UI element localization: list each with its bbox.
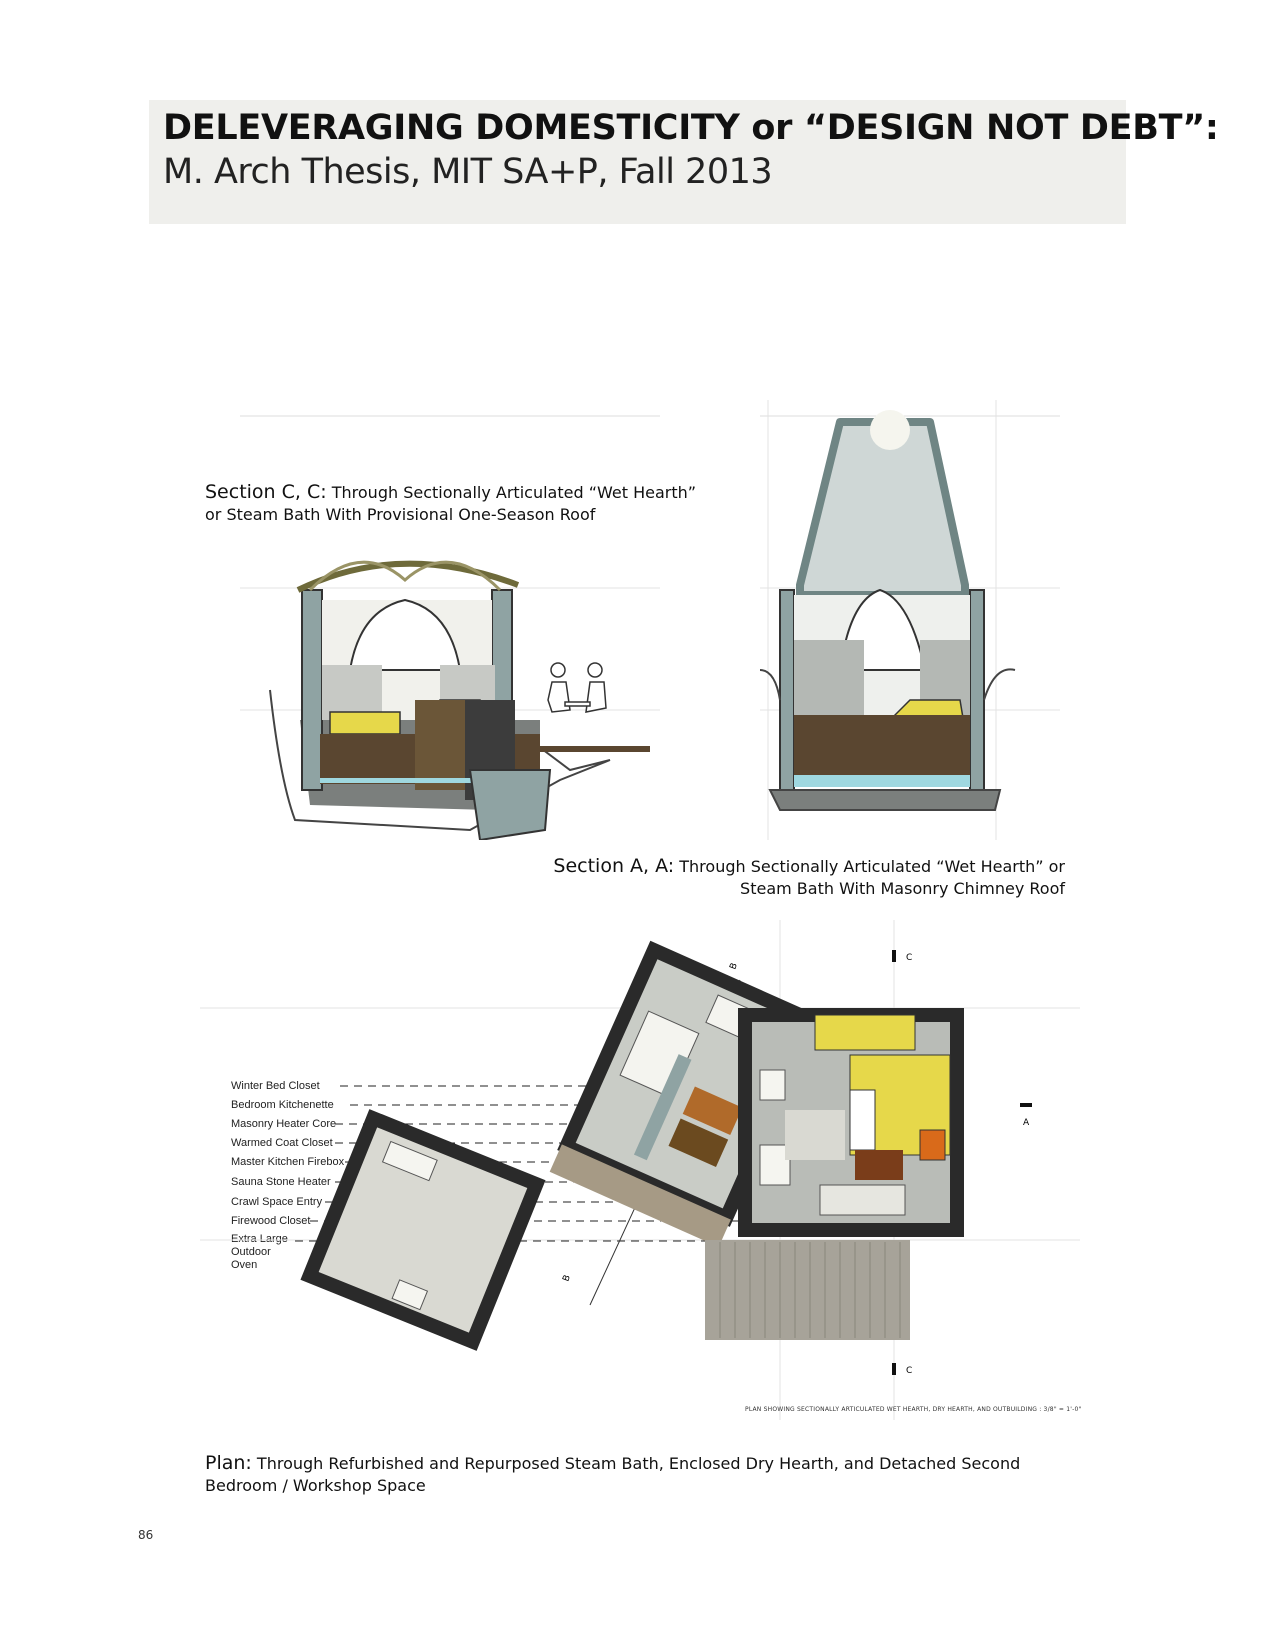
title-banner	[149, 100, 1219, 224]
legend-item: Masonry Heater Core	[231, 1118, 337, 1130]
plan-marker-c-top: C	[906, 953, 913, 963]
legend-item: Winter Bed Closet	[231, 1080, 320, 1092]
section-aa-lead: Section A, A:	[553, 855, 675, 877]
legend-item: Outdoor	[231, 1246, 271, 1258]
document-subtitle: M. Arch Thesis, MIT SA+P, Fall 2013	[163, 152, 773, 192]
plan-marker-b-bottom: B	[561, 1273, 573, 1284]
section-aa-drawing	[760, 400, 1060, 840]
plan-drawing	[200, 920, 1080, 1420]
plan-caption	[205, 1452, 1085, 1497]
section-aa-line2: Steam Bath With Masonry Chimney Roof	[740, 879, 1065, 898]
legend-item: Crawl Space Entry	[231, 1196, 323, 1208]
legend-item: Warmed Coat Closet	[231, 1137, 333, 1149]
plan-marker-a-right: A	[1023, 1118, 1030, 1128]
section-cc-line1: Through Sectionally Articulated “Wet Hearth”	[331, 483, 697, 502]
section-aa-caption	[545, 855, 1065, 900]
section-aa-line1: Through Sectionally Articulated “Wet Hearth” or	[679, 857, 1065, 876]
section-cc-line2: or Steam Bath With Provisional One-Season Roof	[205, 505, 596, 524]
plan-marker-b-top: B	[728, 961, 740, 972]
legend-item: Oven	[231, 1259, 258, 1271]
legend-item: Master Kitchen Firebox	[231, 1156, 345, 1168]
section-cc-lead: Section C, C:	[205, 481, 327, 503]
plan-scale-note: PLAN SHOWING SECTIONALLY ARTICULATED WET HEARTH, DRY HEARTH, AND OUTBUILDING : 3/8" = 1'-0"	[745, 1406, 1082, 1413]
legend-item: Extra Large	[231, 1233, 288, 1245]
plan-marker-c-bottom: C	[906, 1366, 913, 1376]
page-number: 86	[138, 1528, 154, 1542]
legend-item: Firewood Closet	[231, 1215, 311, 1227]
document-title: DELEVERAGING DOMESTICITY or “DESIGN NOT DEBT”:	[163, 108, 1219, 148]
plan-caption-text: Through Refurbished and Repurposed Steam Bath, Enclosed Dry Hearth, and Detached Second Bedroom / Workshop Space	[205, 1454, 1021, 1495]
legend-item: Bedroom Kitchenette	[231, 1099, 334, 1111]
legend-item: Sauna Stone Heater	[231, 1176, 331, 1188]
plan-caption-lead: Plan:	[205, 1452, 252, 1474]
section-cc-drawing	[240, 400, 660, 840]
